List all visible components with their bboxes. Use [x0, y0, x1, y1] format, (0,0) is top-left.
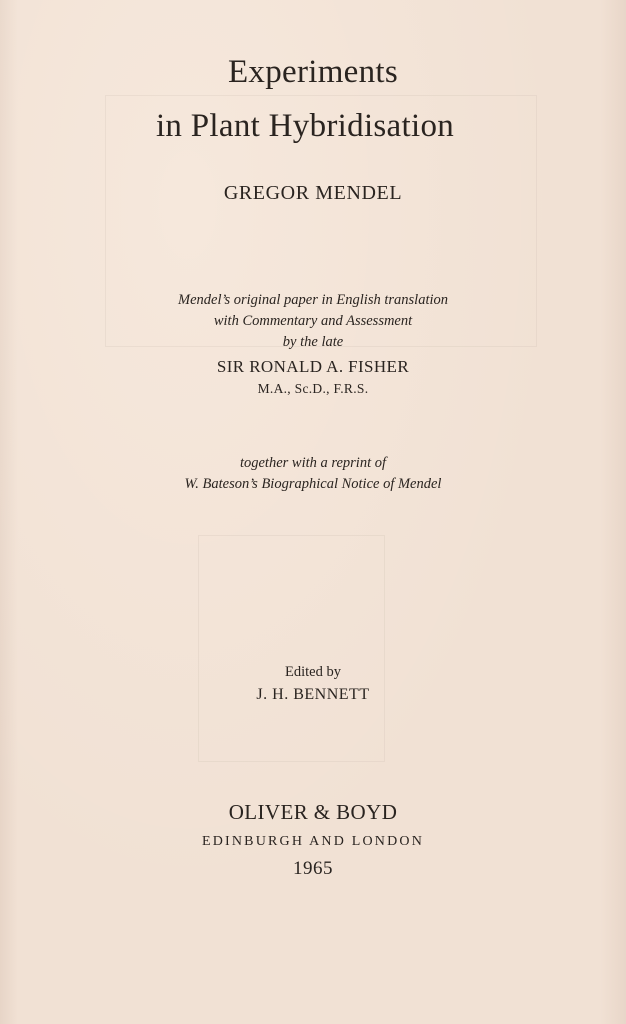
- subtitle-line-1: Mendel’s original paper in English translation: [178, 292, 448, 308]
- commentator-degrees: M.A., Sc.D., F.R.S.: [257, 381, 369, 396]
- reprint-line-2: W. Bateson’s Biographical Notice of Mendel: [184, 476, 442, 492]
- book-title-line-1: Experiments: [227, 54, 399, 90]
- show-through-table: [198, 535, 385, 762]
- edited-by-label: Edited by: [285, 664, 341, 680]
- author-name: GREGOR MENDEL: [223, 182, 403, 204]
- subtitle-line-3: by the late: [282, 334, 344, 350]
- editor-name: J. H. BENNETT: [256, 686, 370, 703]
- publication-year: 1965: [293, 858, 333, 879]
- publisher-name: OLIVER & BOYD: [228, 800, 398, 824]
- reprint-line-1: together with a reprint of: [239, 455, 387, 471]
- subtitle-line-2: with Commentary and Assessment: [213, 313, 413, 329]
- publisher-place: EDINBURGH AND LONDON: [201, 834, 425, 849]
- book-title-line-2: in Plant Hybridisation: [155, 108, 455, 144]
- commentator-name: SIR RONALD A. FISHER: [216, 357, 410, 376]
